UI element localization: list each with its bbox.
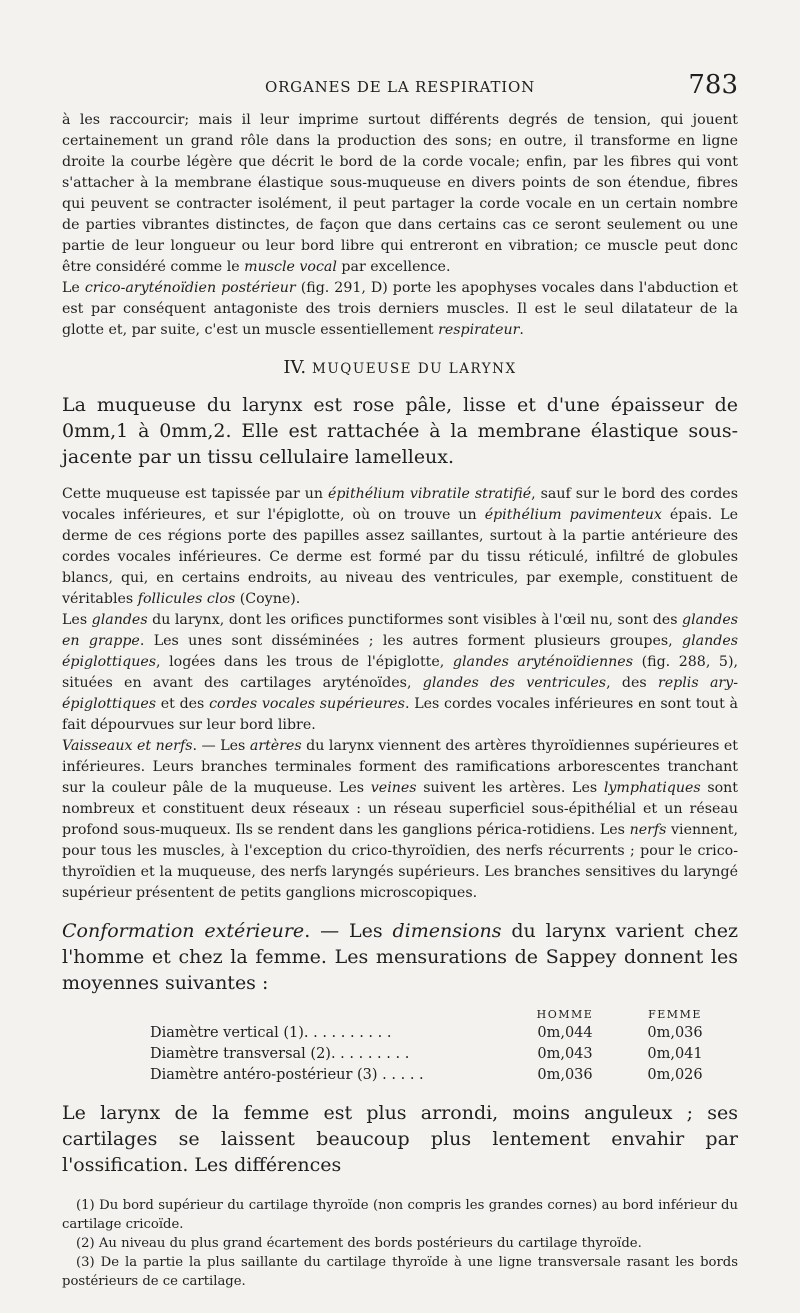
column-homme: HOMME: [536, 1008, 594, 1021]
lead-paragraph-2: Conformation extérieure. — Les dimensions du larynx varient chez l'homme et chez la femme. Les mensurations de Sappey donnent les moyennes suivantes :: [62, 920, 738, 994]
table-row: Diamètre antéro-postérieur (3) . . . . . 0m,036 0m,026: [150, 1067, 703, 1083]
running-header: [62, 0, 738, 110]
footnote: (2) Au niveau du plus grand écartement des bords postérieurs du cartilage thyroïde.: [76, 1236, 642, 1251]
paragraph: Le crico-aryténoïdien postérieur (fig. 291, D) porte les apophyses vocales dans l'abduction et est par conséquent antagoniste des trois derniers muscles. Il est le seul dilatateur de la glotte et, par suite, c'est un muscle essentiellement respirateur.: [62, 280, 738, 338]
table-row: Diamètre transversal (2). . . . . . . . . 0m,043 0m,041: [150, 1046, 703, 1062]
paragraph: Cette muqueuse est tapissée par un épithélium vibratile stratifié, sauf sur le bord des cordes vocales inférieures, et sur l'épiglotte, où on trouve un épithélium pavimenteux épais. Le derme de ces régions porte des papilles assez saillantes, surtout à la partie antérieure des cordes vocales inférieures. Ce derme est formé par du tissu réticulé, infiltré de globules blancs, qui, en certains endroits, au niveau des ventricules, par exemple, constituent de véritables follicules clos (Coyne).: [62, 486, 738, 607]
paragraph: Vaisseaux et nerfs. — Les artères du larynx viennent des artères thyroïdiennes supérieures et inférieures. Leurs branches terminales forment des ramifications arborescentes tranchant sur la couleur pâle de la muqueuse. Les veines suivent les artères. Les lymphatiques sont nombreux et constituent deux réseaux : un réseau superficiel sous-épithélial et un réseau profond sous-muqueux. Ils se rendent dans les ganglions périca-rotidiens. Les nerfs viennent, pour tous les muscles, à l'exception du crico-thyroïdien, des nerfs récurrents ; pour le crico-thyroïdien et la muqueuse, des nerfs laryngés supérieurs. Les branches sensitives du laryngé supérieur présentent de petits ganglions microscopiques.: [62, 738, 739, 901]
paragraph: à les raccourcir; mais il leur imprime surtout différents degrés de tension, qui jouent certainement un grand rôle dans la production des sons; en outre, il transforme en ligne droite la courbe légère que décrit le bord de la corde vocale; enfin, par les fibres qui vont s'attacher à la membrane élastique sous-muqueuse en divers points de son étendue, fibres qui peuvent se contracter isolément, il peut partager la corde vocale en un certain nombre de parties vibrantes distinctes, de façon que dans certains cas ce seront seulement ou une partie de leur longueur ou leur bord libre qui entreront en vibration; ce muscle peut donc être considéré comme le muscle vocal par excellence.: [62, 112, 738, 275]
dimensions-table: [62, 1008, 738, 1086]
paragraph: Les glandes du larynx, dont les orifices punctiformes sont visibles à l'œil nu, sont des glandes en grappe. Les unes sont disséminées ; les autres forment plusieurs groupes, glandes épiglottiques, logées dans les trous de l'épiglotte, glandes aryténoïdiennes (fig. 288, 5), situées en avant des cartilages aryténoïdes, glandes des ventricules, des replis ary-épiglottiques et des cordes vocales supérieures. Les cordes vocales inférieures en sont tout à fait dépourvues sur leur bord libre.: [62, 612, 739, 733]
table-header: [62, 1008, 738, 1021]
lead-paragraph-1: La muqueuse du larynx est rose pâle, lisse et d'une épaisseur de 0mm,1 à 0mm,2. Elle est rattachée à la membrane élastique sous-jacente par un tissu cellulaire lamelleux.: [62, 394, 738, 468]
section-title: MUQUEUSE DU LARYNX: [312, 361, 517, 377]
body-text-top: [62, 110, 738, 341]
section-number: IV.: [283, 357, 307, 378]
body-text-middle: [62, 484, 738, 904]
footnotes: [62, 1196, 738, 1291]
page-number: 783: [688, 70, 738, 100]
lead-paragraph-3: Le larynx de la femme est plus arrondi, moins anguleux ; ses cartilages se laissent beaucoup plus lentement envahir par l'ossification. Les différences: [62, 1102, 738, 1176]
column-femme: FEMME: [648, 1008, 702, 1021]
running-title: ORGANES DE LA RESPIRATION: [264, 78, 536, 96]
footnote: (3) De la partie la plus saillante du cartilage thyroïde à une ligne transversale rasant les bords postérieurs de ce cartilage.: [62, 1255, 738, 1289]
section-heading: [62, 357, 738, 378]
footnote: (1) Du bord supérieur du cartilage thyroïde (non compris les grandes cornes) au bord inférieur du cartilage cricoïde.: [62, 1198, 738, 1232]
table-row: Diamètre vertical (1). . . . . . . . . . 0m,044 0m,036: [150, 1025, 703, 1041]
